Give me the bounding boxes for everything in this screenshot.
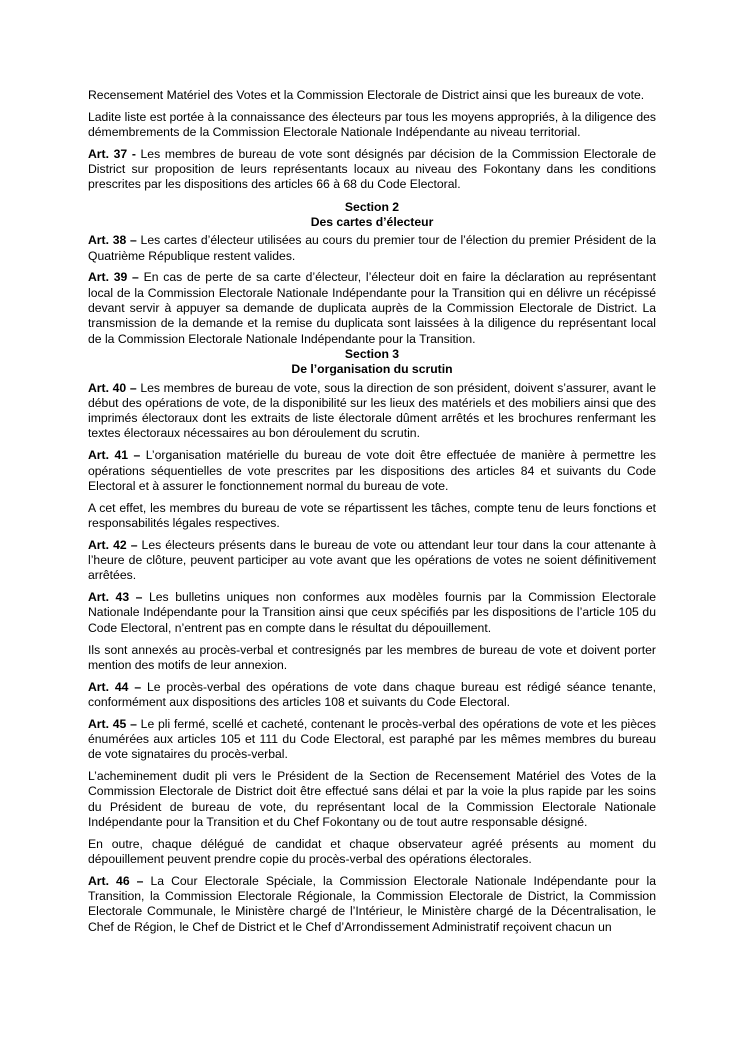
article-38-label: Art. 38 – — [88, 233, 137, 248]
article-39-label: Art. 39 – — [88, 270, 139, 285]
article-42 — [88, 538, 656, 584]
article-45-text: Le pli fermé, scellé et cacheté, contenant le procès-verbal des opérations de vote et les pièces énumérées aux articles 105 et 111 du Code Electoral, est paraphé par les mêmes membres du bureau de vote signataires du procès-verbal. — [88, 716, 656, 762]
article-45-followup-2: En outre, chaque délégué de candidat et chaque observateur agréé présents au moment du dépouillement peuvent prendre copie du procès-verbal des opérations électorales. — [88, 836, 656, 867]
section-3-number: Section 3 — [344, 346, 400, 361]
article-46-text: La Cour Electorale Spéciale, la Commission Electorale Nationale Indépendante pour la Transition, la Commission Electorale Régionale, la Commission Electorale de District, la Commission Electorale Communale, le Ministère chargé de l’Intérieur, le Ministère chargé de la Décentralisation, le Chef de Région, le Chef de District et le Chef d’Arrondissement Administratif reçoivent chacun un — [88, 873, 656, 934]
article-41-text: L’organisation matérielle du bureau de vote doit être effectuée de manière à permettre les opérations séquentielles de vote prescrites par les dispositions des articles 84 et suivants du Code Electoral et à assurer le fonctionnement normal du bureau de vote. — [88, 448, 656, 493]
article-45-label: Art. 45 – — [88, 716, 137, 731]
article-41 — [88, 448, 656, 494]
article-43 — [88, 590, 656, 636]
article-40 — [88, 381, 656, 442]
article-39-text: En cas de perte de sa carte d’électeur, l’électeur doit en faire la déclaration au représentant local de la Commission Electorale Nationale Indépendante pour la Transition qui en délivre un récépissé devant servir à appuyer sa demande de duplicata auprès de la Commission Electorale de District. La transmission de la demande et la remise du duplicata sont laissées à la diligence du représentant local de la Commission Electorale Nationale Indépendante pour la Transition. — [88, 270, 656, 346]
article-38 — [88, 233, 656, 264]
article-46 — [88, 874, 656, 935]
article-42-text: Les électeurs présents dans le bureau de vote ou attendant leur tour dans la cour attenante à l’heure de clôture, peuvent participer au vote avant que les opérations de votes ne soient définitivement arrêtées. — [88, 537, 656, 583]
article-43-followup: Ils sont annexés au procès-verbal et contresignés par les membres de bureau de vote et doivent porter mention des motifs de leur annexion. — [88, 642, 656, 672]
article-44 — [88, 680, 656, 711]
article-41-followup: A cet effet, les membres du bureau de vote se répartissent les tâches, compte tenu de leurs fonctions et responsabilités légales respectives. — [88, 500, 656, 530]
article-42-label: Art. 42 – — [88, 537, 138, 552]
paragraph-continuation: Recensement Matériel des Votes et la Commission Electorale de District ainsi que les bureaux de vote. — [88, 88, 645, 102]
article-46-label: Art. 46 – — [88, 873, 144, 888]
article-43-label: Art. 43 – — [88, 590, 143, 605]
paragraph-list-publication: Ladite liste est portée à la connaissance des électeurs par tous les moyens appropriés, à la diligence des démembrements de la Commission Electorale Nationale Indépendante au niveau territorial. — [88, 109, 656, 140]
section-2-number: Section 2 — [344, 199, 400, 214]
section-2-heading — [88, 200, 656, 231]
section-3-heading — [88, 347, 656, 378]
article-37-label: Art. 37 - — [88, 146, 136, 161]
section-2-title: Des cartes d’électeur — [310, 215, 434, 230]
section-3-title: De l’organisation du scrutin — [291, 362, 453, 377]
article-45 — [88, 717, 656, 763]
article-43-text: Les bulletins uniques non conformes aux modèles fournis par la Commission Electorale Nationale Indépendante pour la Transition ainsi que ceux spécifiés par les dispositions de l’article 105 du Code Electoral, n’entrent pas en compte dans le résultat du dépouillement. — [88, 590, 656, 635]
article-39 — [88, 270, 656, 346]
article-41-label: Art. 41 – — [88, 448, 141, 463]
article-40-label: Art. 40 – — [88, 380, 137, 395]
article-37-text: Les membres de bureau de vote sont désignés par décision de la Commission Electorale de District sur proposition de leurs représentants locaux au niveau des Fokontany dans les conditions prescrites par les dispositions des articles 66 à 68 du Code Electoral. — [88, 146, 656, 192]
article-44-text: Le procès-verbal des opérations de vote dans chaque bureau est rédigé séance tenante, conformément aux dispositions des articles 108 et suivants du Code Electoral. — [88, 679, 656, 709]
article-40-text: Les membres de bureau de vote, sous la direction de son président, doivent s’assurer, avant le début des opérations de vote, de la disponibilité sur les lieux des matériels et des mobiliers ainsi que des imprimés électoraux dont les extraits de liste électorale dûment arrêtés et les brochures renfermant les textes électoraux nécessaires au bon déroulement du scrutin. — [88, 380, 656, 441]
article-45-followup-1: L’acheminement dudit pli vers le Président de la Section de Recensement Matériel des Votes de la Commission Electorale de District doit être effectué sans délai et par la voie la plus rapide par les soins du Président de bureau de vote, du représentant local de la Commission Electorale Nationale Indépendante pour la Transition et du Chef Fokontany ou de tout autre responsable désigné. — [88, 769, 656, 829]
article-37 — [88, 147, 656, 193]
document-page — [88, 88, 656, 942]
article-44-label: Art. 44 – — [88, 679, 142, 694]
article-38-text: Les cartes d’électeur utilisées au cours du premier tour de l’élection du premier Président de la Quatrième République restent valides. — [88, 233, 656, 263]
